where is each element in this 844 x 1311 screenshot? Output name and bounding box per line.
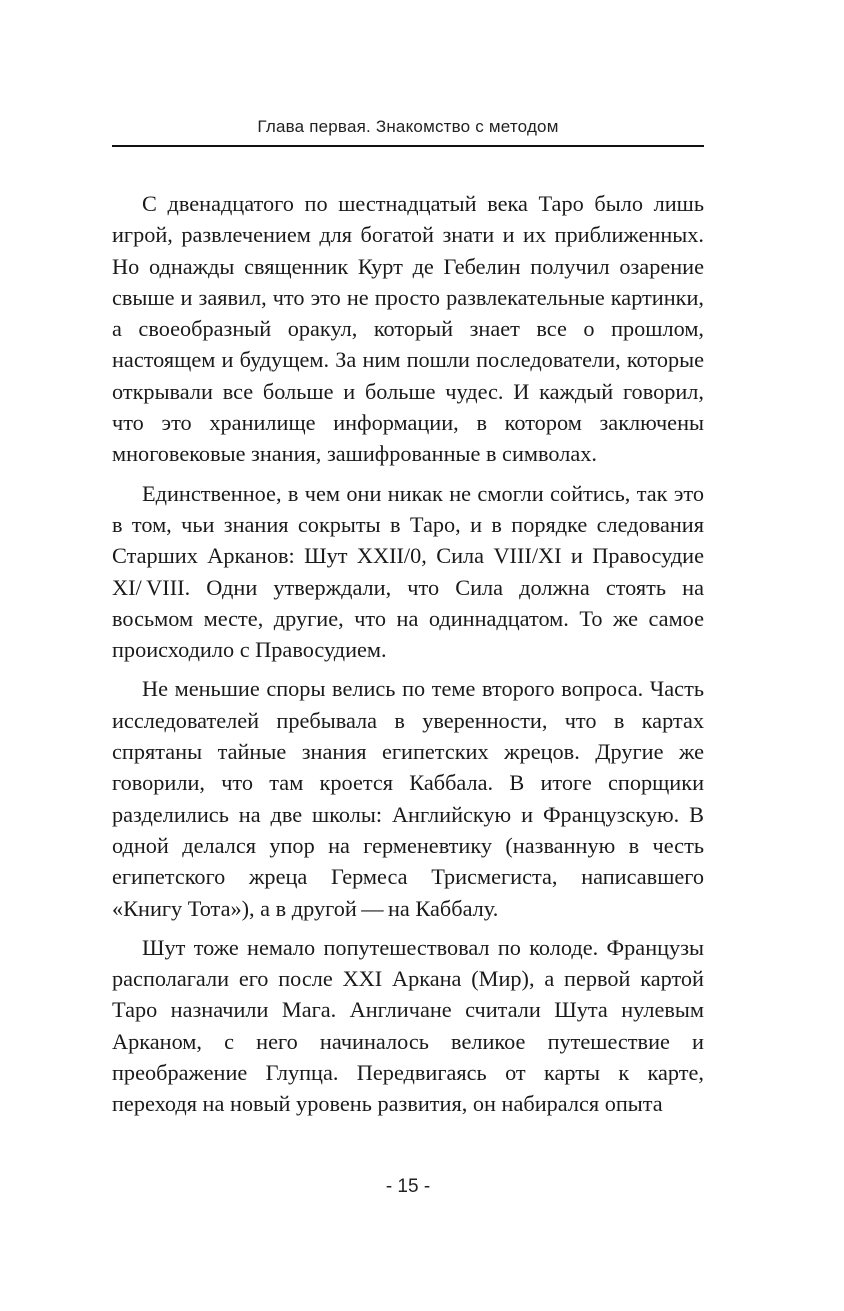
running-head: Глава первая. Знакомство с методом	[257, 117, 559, 136]
header-rule	[112, 145, 704, 147]
paragraph: С двенадцатого по шестнадцатый века Таро было лишь игрой, развлечением для богатой знати и их приближенных. Но однажды священник Курт де Гебелин получил озарение свыше и заявил, что это не просто развлекательные картинки, а своеобразный оракул, который знает все о прошлом, настоящем и будущем. За ним пошли последователи, которые открывали все больше и больше чудес. И каждый говорил, что это хранилище информации, в котором заключены многовековые знания, зашифрованные в символах.	[112, 191, 704, 467]
page-number: - 15 -	[385, 1176, 431, 1197]
paragraph: Не меньшие споры велись по теме второго вопроса. Часть исследователей пребывала в уверенности, что в картах спрятаны тайные знания египетских жрецов. Другие же говорили, что там кроется Каббала. В итоге спорщики разделились на две школы: Английскую и Французскую. В одной делался упор на герменевтику (названную в честь египетского жреца Гермеса Трисмегиста, написавшего «Книгу Тота»), а в другой — на Каббалу.	[112, 676, 704, 921]
paragraph: Единственное, в чем они никак не смогли сойтись, так это в том, чьи знания сокрыты в Таро, и в порядке следования Старших Арканов: Шут XXII/0, Сила VIII/XI и Правосудие XI/ VIII. Одни утверждали, что Сила должна стоять на восьмом месте, другие, что на одиннадцатом. То же самое происходило с Правосудием.	[112, 480, 704, 663]
body-text	[112, 188, 704, 1128]
paragraph: Шут тоже немало попутешествовал по колоде. Французы располагали его после XXI Аркана (Мир), а первой картой Таро назначили Мага. Англичане считали Шута нулевым Арканом, с него начиналось великое путешествие и преображение Глупца. Передвигаясь от карты к карте, переходя на новый уровень развития, он набирался опыта	[112, 934, 704, 1117]
